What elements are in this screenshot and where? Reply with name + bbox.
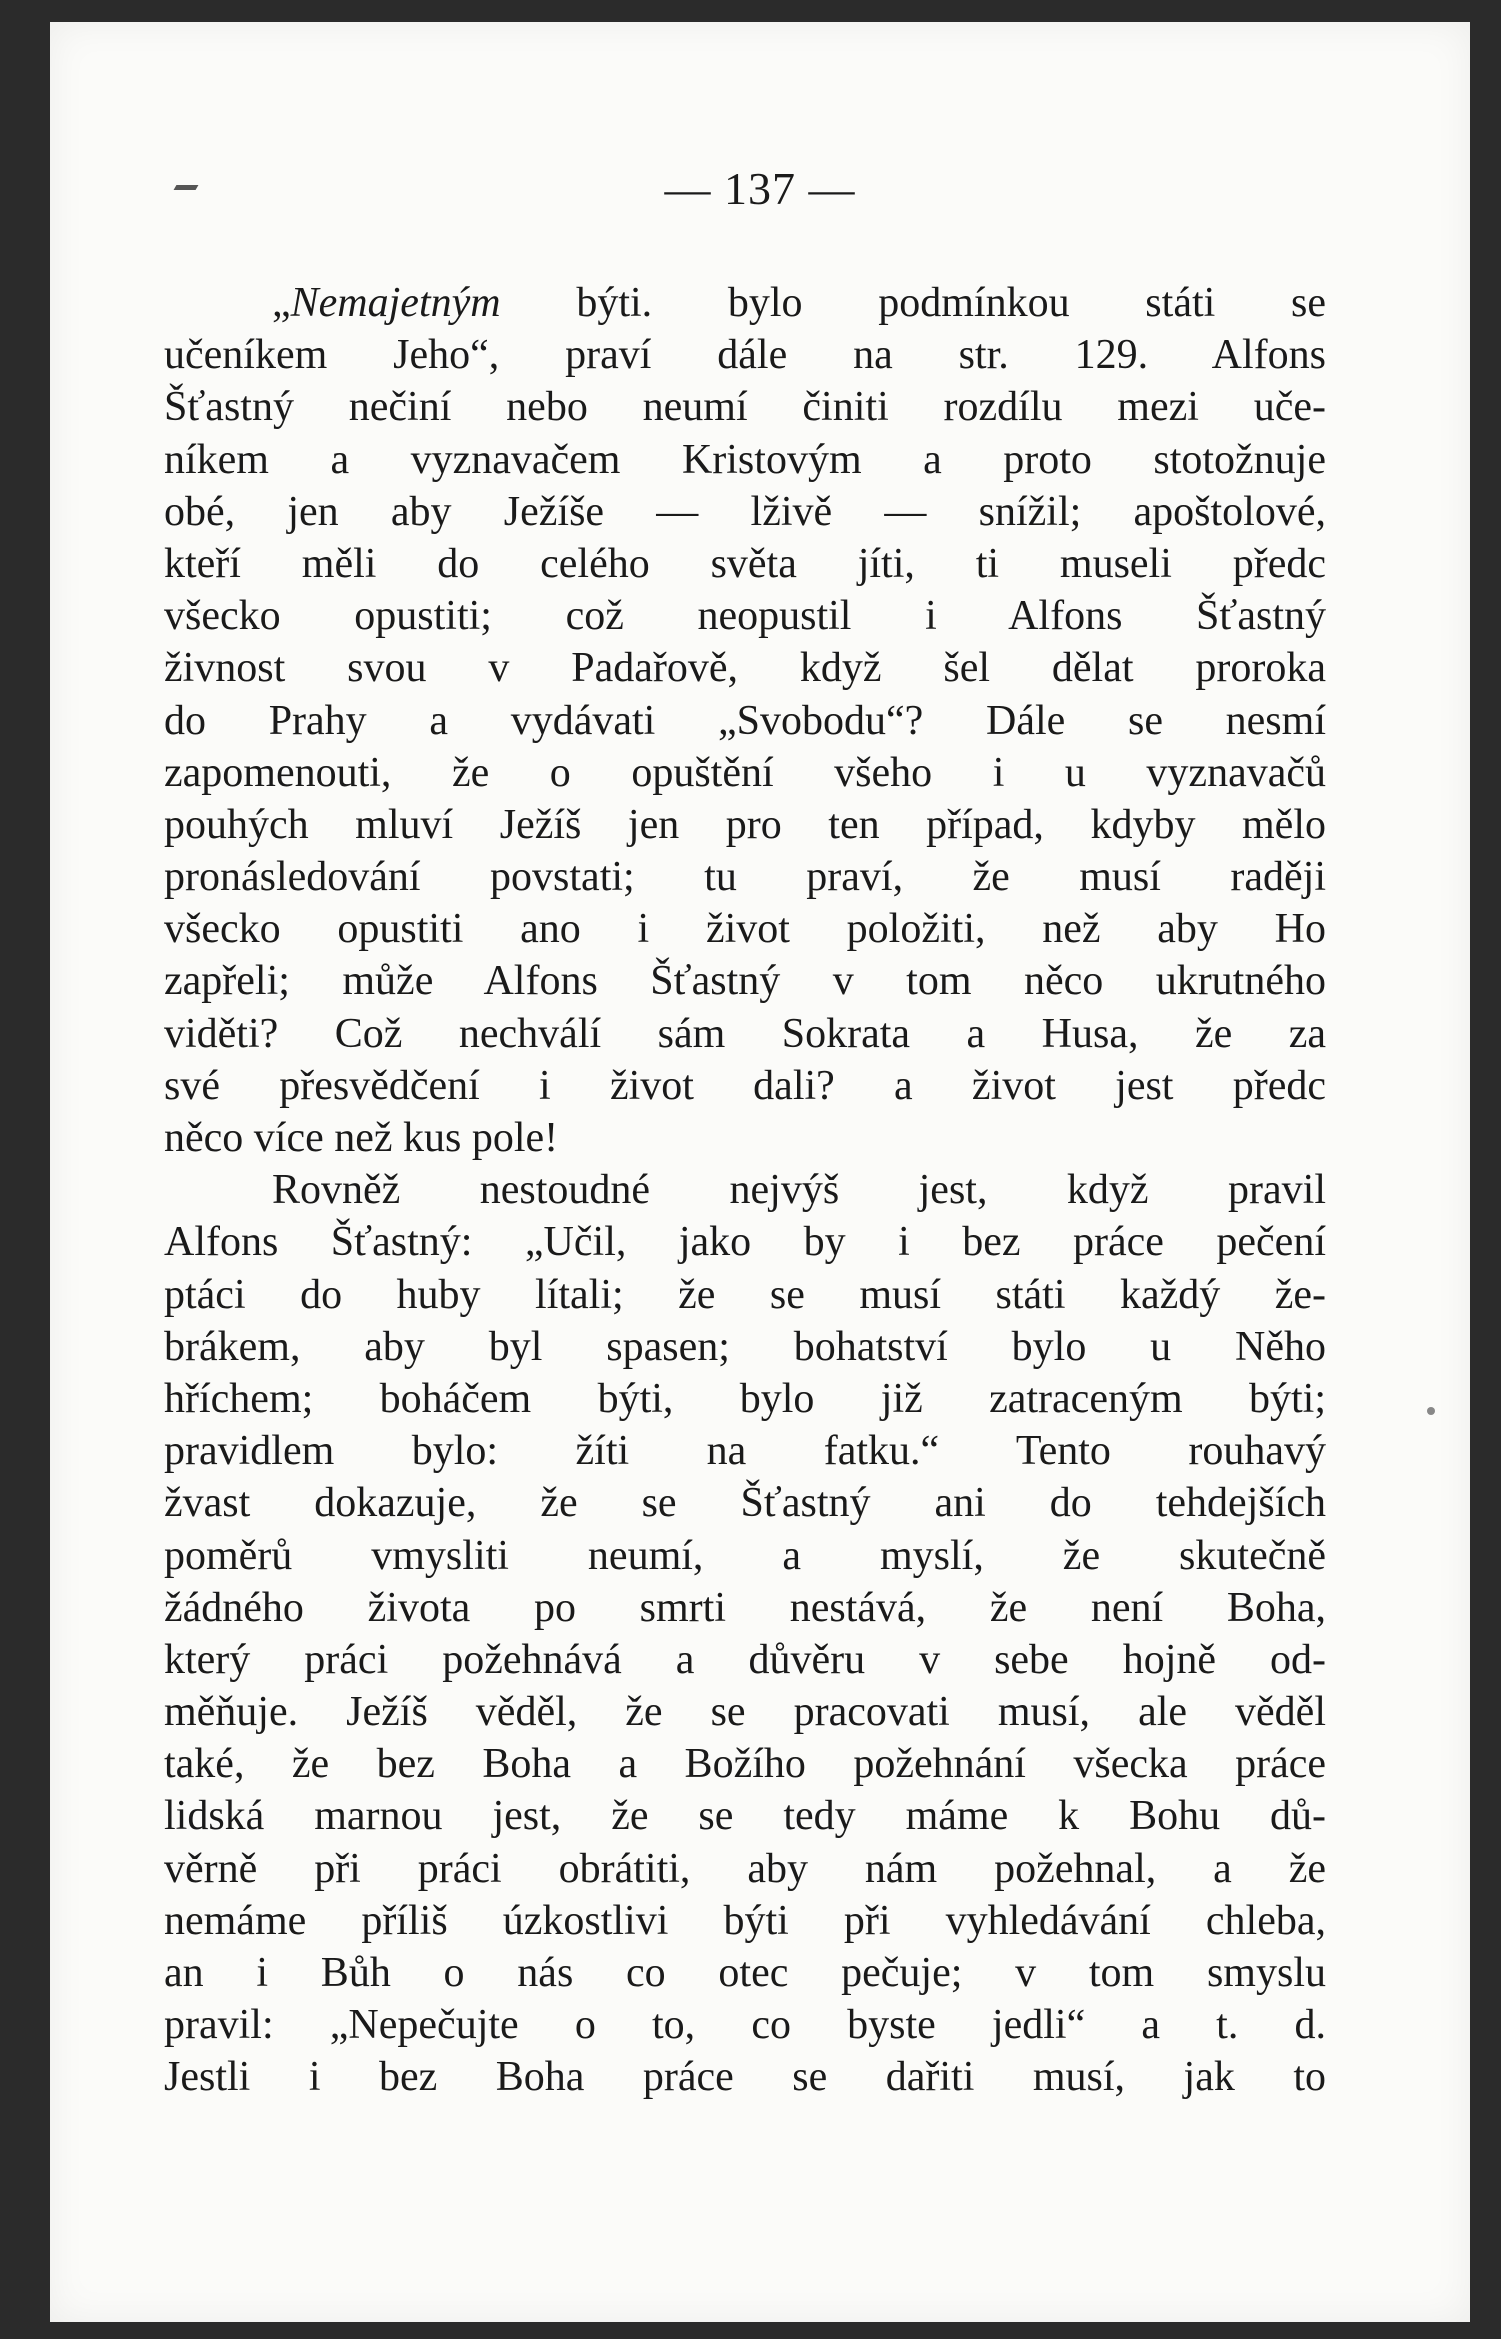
text-line: pouhých mluví Ježíš jen pro ten případ, kdyby mělo <box>164 801 1326 848</box>
text-line: lidská marnou jest, že se tedy máme k Bohu dů- <box>164 1793 1326 1840</box>
text-line: viděti? Což nechválí sám Sokrata a Husa, že za <box>164 1010 1326 1057</box>
body-text <box>164 277 1326 2104</box>
text-line: něco více než kus pole! <box>164 1115 559 1161</box>
text-line: také, že bez Boha a Božího požehnání všecka práce <box>164 1741 1326 1788</box>
text-line: všecko opustiti; což neopustil i Alfons Šťastný <box>164 593 1326 640</box>
text-line: pravil: „Nepečujte o to, co byste jedli“ a t. d. <box>164 2002 1326 2049</box>
text-line: zapřeli; může Alfons Šťastný v tom něco ukrutného <box>164 958 1326 1005</box>
text-line: poměrů vmysliti neumí, a myslí, že skutečně <box>164 1532 1326 1579</box>
text-line: nemáme příliš úzkostlivi býti při vyhledávání chleba, <box>164 1897 1326 1944</box>
text-line: živnost svou v Padařově, když šel dělat proroka <box>164 645 1326 692</box>
text-line: do Prahy a vydávati „Svobodu“? Dále se nesmí <box>164 697 1326 744</box>
margin-dot <box>1427 1407 1435 1415</box>
text-line: Rovněž nestoudné nejvýš jest, když pravil <box>272 1167 1326 1214</box>
text-line: ptáci do huby lítali; že se musí státi každý že- <box>164 1271 1326 1318</box>
text-line: níkem a vyznavačem Kristovým a proto stotožnuje <box>164 436 1326 483</box>
book-page <box>50 22 1470 2322</box>
text-line: pronásledování povstati; tu praví, že musí raději <box>164 854 1326 901</box>
text-line: an i Bůh o nás co otec pečuje; v tom smyslu <box>164 1950 1326 1996</box>
text-line: měňuje. Ježíš věděl, že se pracovati musí, ale věděl <box>164 1689 1326 1736</box>
text-line: své přesvědčení i život dali? a život jest předc <box>164 1062 1326 1109</box>
emphasized-word: Nemajetným <box>290 280 501 326</box>
text-line: učeníkem Jeho“, praví dále na str. 129. Alfons <box>164 332 1326 379</box>
text-line: brákem, aby byl spasen; bohatství bylo u Něho <box>164 1323 1326 1370</box>
text-line: zapomenouti, že o opuštění všeho i u vyznavačů <box>164 749 1326 796</box>
text-line: hříchem; boháčem býti, bylo již zatraceným býti; <box>164 1375 1326 1422</box>
text-line: žvast dokazuje, že se Šťastný ani do tehdejších <box>164 1480 1326 1527</box>
text-line: Jestli i bez Boha práce se dařiti musí, jak to <box>164 2054 1326 2101</box>
text-line: všecko opustiti ano i život položiti, než aby Ho <box>164 906 1326 953</box>
text-line: Alfons Šťastný: „Učil, jako by i bez práce pečení <box>164 1219 1326 1266</box>
text-line: „Nemajetným býti. bylo podmínkou státi se <box>272 280 1326 326</box>
text-line: věrně při práci obrátiti, aby nám požehnal, a že <box>164 1845 1326 1892</box>
page-number: — 137 — <box>664 163 856 214</box>
text-line: Šťastný nečiní nebo neumí činiti rozdílu mezi uče- <box>164 384 1326 431</box>
text-line: který práci požehnává a důvěru v sebe hojně od- <box>164 1636 1326 1683</box>
text-line: pravidlem bylo: žíti na fatku.“ Tento rouhavý <box>164 1428 1326 1475</box>
text-line: kteří měli do celého světa jíti, ti museli předc <box>164 540 1326 587</box>
text-line: žádného života po smrti nestává, že není Boha, <box>164 1584 1326 1631</box>
text-line: obé, jen aby Ježíše — lživě — snížil; apoštolové, <box>164 488 1326 535</box>
